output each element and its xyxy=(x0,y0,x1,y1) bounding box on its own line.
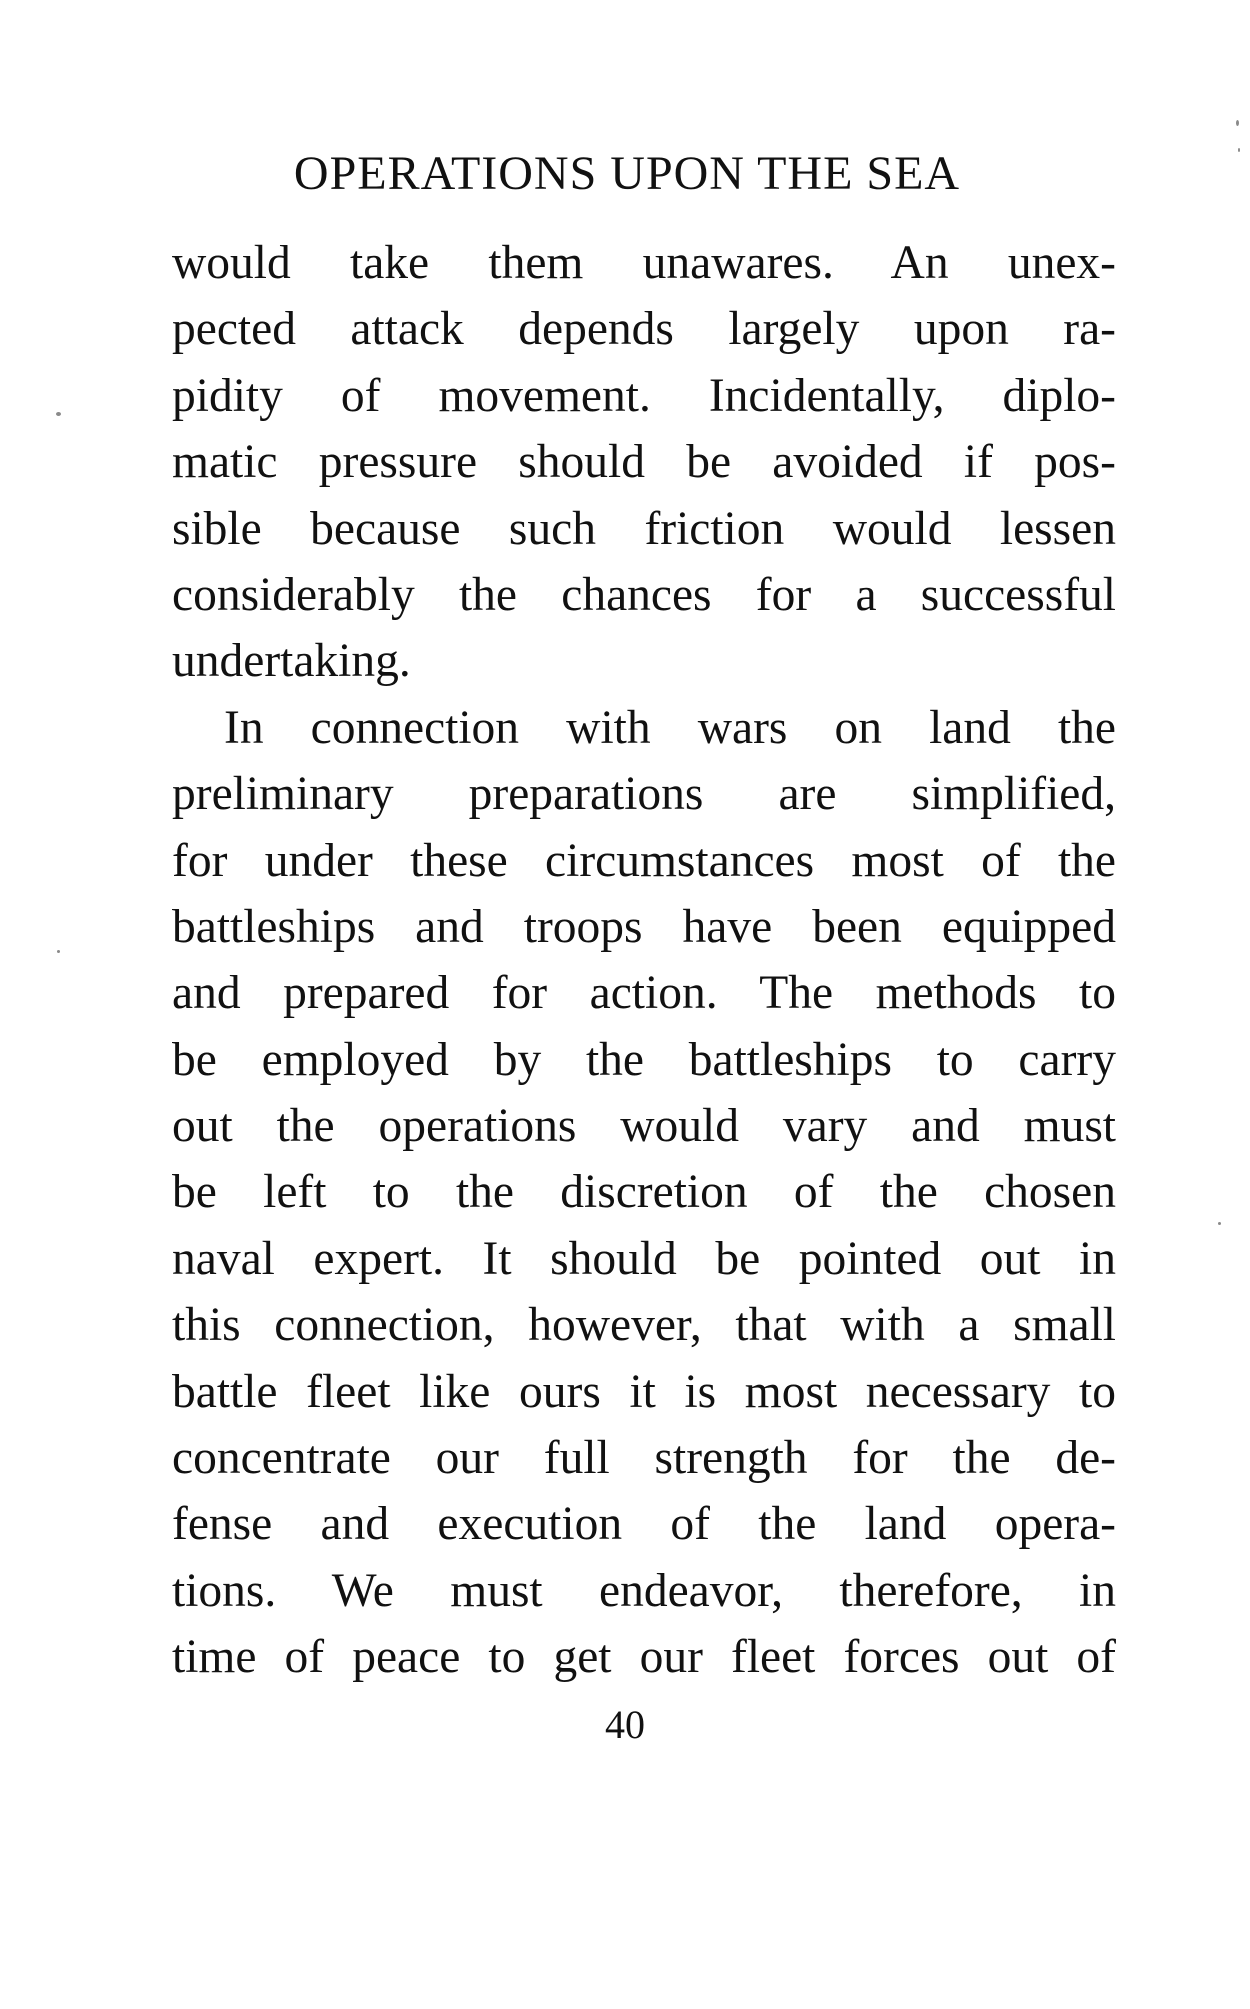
scan-speck xyxy=(57,950,60,953)
text-line: this connection, however, that with a small xyxy=(172,1299,1116,1352)
text-line: pected attack depends largely upon ra- xyxy=(172,303,1116,356)
text-line: In connection with wars on land the xyxy=(224,701,1116,754)
text-line: be employed by the battleships to carry xyxy=(172,1033,1116,1086)
text-line: battleships and troops have been equipped xyxy=(172,900,1116,953)
text-line: battle fleet like ours it is most necessary to xyxy=(172,1365,1116,1418)
scan-speck xyxy=(56,412,61,416)
body-text xyxy=(172,230,1116,1691)
page-number: 40 xyxy=(605,1702,645,1747)
text-line: pidity of movement. Incidentally, diplo- xyxy=(172,369,1116,422)
text-line: be left to the discretion of the chosen xyxy=(172,1166,1116,1219)
text-line: fense and execution of the land opera- xyxy=(172,1498,1116,1551)
running-head: OPERATIONS UPON THE SEA xyxy=(293,147,961,200)
text-line: naval expert. It should be pointed out in xyxy=(172,1232,1116,1285)
text-line: tions. We must endeavor, therefore, in xyxy=(172,1564,1116,1617)
text-line: and prepared for action. The methods to xyxy=(172,967,1116,1020)
text-line: would take them unawares. An unex- xyxy=(172,237,1116,289)
scan-speck xyxy=(1238,148,1240,152)
text-line: considerably the chances for a successful xyxy=(172,568,1116,621)
scan-speck xyxy=(1218,1222,1221,1225)
text-line: matic pressure should be avoided if pos- xyxy=(172,436,1116,489)
text-line: concentrate our full strength for the de- xyxy=(172,1432,1116,1485)
text-line: sible because such friction would lessen xyxy=(172,502,1116,555)
scan-speck xyxy=(1236,120,1239,126)
text-line: out the operations would vary and must xyxy=(172,1100,1116,1153)
text-line: time of peace to get our fleet forces out of xyxy=(172,1631,1116,1684)
text-line: preliminary preparations are simplified, xyxy=(172,768,1116,821)
text-line: for under these circumstances most of the xyxy=(172,834,1116,887)
text-line: undertaking. xyxy=(172,635,411,688)
